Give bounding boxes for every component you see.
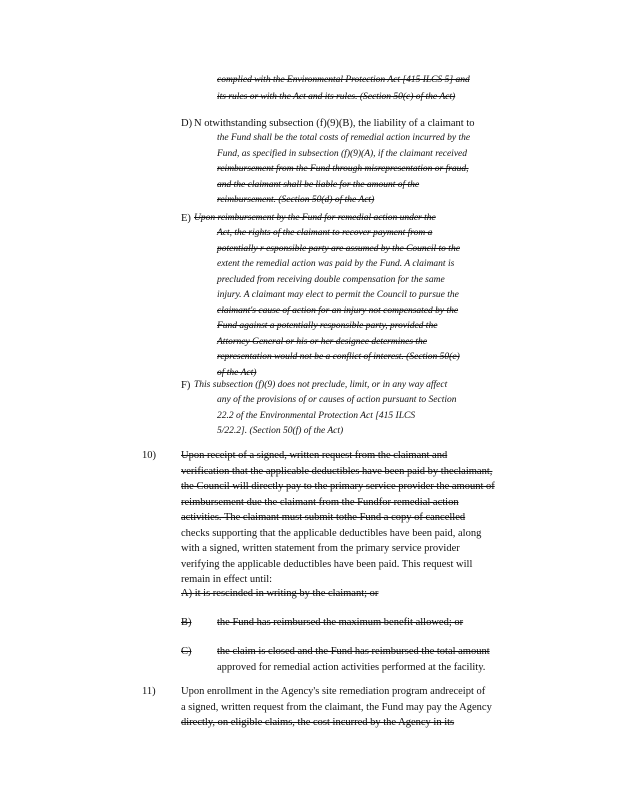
text-line: checks supporting that the applicable deductibles have been paid, along [181,527,482,539]
text-line: 22.2 of the Environmental Protection Act [415 ILCS [217,410,416,421]
subsection-f-body [217,393,529,440]
text-line: representation would not be a conflict of interest. (Section 50(e) [217,352,460,362]
text-line: 5/22.2]. (Section 50(f) of the Act) [217,426,344,436]
text-line: verifying the applicable deductibles have been paid. This request will [181,558,473,570]
item-a-label: A) [181,588,193,599]
text-line: Act, the rights of the claimant to recover payment from a [217,228,433,238]
text-line: Fund against a potentially responsible party, provided the [217,321,438,331]
subsection-e-label: E) [181,213,191,224]
text-line: N otwithstanding subsection (f)(9)(B), the liability of a claimant to [194,118,475,129]
paragraph-10-item-a [181,586,411,602]
subsection-d-label: D) [181,118,193,129]
text-line: Attorney General or his or her designee determines the [217,336,428,347]
paragraph-10-item-b-text: the Fund has reimbursed the maximum benefit allowed; or [217,617,464,628]
text-line: its rules or with the Act and its rules. (Section 50(c) of the Act) [217,91,456,102]
subsection-d-body [217,131,534,209]
paragraph-10-item-c-text [217,644,529,675]
text-line: claimant's cause of action for an injury not compensated by the [217,305,459,316]
text-line: remain in effect until: [181,574,273,585]
paragraph-10-item-c-label: C) [181,646,192,657]
text-line: reimbursement from the Fund through misrepresentation or fraud, [217,164,469,174]
text-line: with a signed, written statement from the primary service provider [181,543,460,554]
paragraph-11-body [181,684,530,731]
text-line: verification that the applicable deductibles have been paid by theclaimant, [181,465,493,477]
text-line: reimbursement. (Section 50(d) of the Act) [217,195,375,205]
text-line: complied with the Environmental Protection Act [415 ILCS 5] and [217,75,470,85]
text-line: Upon receipt of a signed, written request from the claimant and [181,450,448,461]
text-line: any of the provisions of or causes of action pursuant to Section [217,395,457,405]
text-line: directly, on eligible claims, the cost incurred by the Agency in its [181,717,455,728]
text-line: Upon reimbursement by the Fund for remedial action under the [194,213,436,223]
paragraph-10-label: 10) [142,450,156,461]
text-line: a signed, written request from the claimant, the Fund may pay the Agency [181,701,492,713]
text-line: of the Act) [217,367,257,378]
text-line: the Fund shall be the total costs of remedial action incurred by the [217,133,471,143]
text-line: extent the remedial action was paid by the Fund. A claimant is [217,259,455,269]
text-line: precluded from receiving double compensation for the same [217,274,445,285]
paragraph-10-body [181,448,542,588]
text-line: and the claimant shall be liable for the amount of the [217,179,420,190]
text-line: Upon enrollment in the Agency's site remediation program andreceipt of [181,686,486,697]
text-line: the claim is closed and the Fund has reimbursed the total amount [217,646,490,657]
paragraph-11-label: 11) [142,686,156,697]
text-line: potentially r esponsible party are assumed by the Council to the [217,243,460,254]
text-line: injury. A claimant may elect to permit the Council to pursue the [217,290,459,300]
text-line: This subsection (f)(9) does not preclude, limit, or in any way affect [194,380,448,390]
text-line: reimbursement due the claimant from the Fundfor remedial action [181,496,459,508]
text-line: approved for remedial action activities performed at the facility. [217,661,486,673]
subsection-f-label: F) [181,380,191,391]
subsection-e-body [217,226,527,381]
text-line: activities. The claimant must submit tothe Fund a copy of cancelled [181,512,466,523]
text-line: the Council will directly pay to the primary service provider the amount of [181,481,495,492]
subsection-e-first [194,211,497,227]
item-a-text: it is rescinded in writing by the claimant; or [194,588,379,599]
paragraph-10-item-b-label: B) [181,617,192,628]
subsection-c-tail [217,72,539,105]
text-line: Fund, as specified in subsection (f)(9)(A), if the claimant received [217,148,468,159]
subsection-f-first [194,378,534,394]
subsection-d-text [194,116,534,132]
